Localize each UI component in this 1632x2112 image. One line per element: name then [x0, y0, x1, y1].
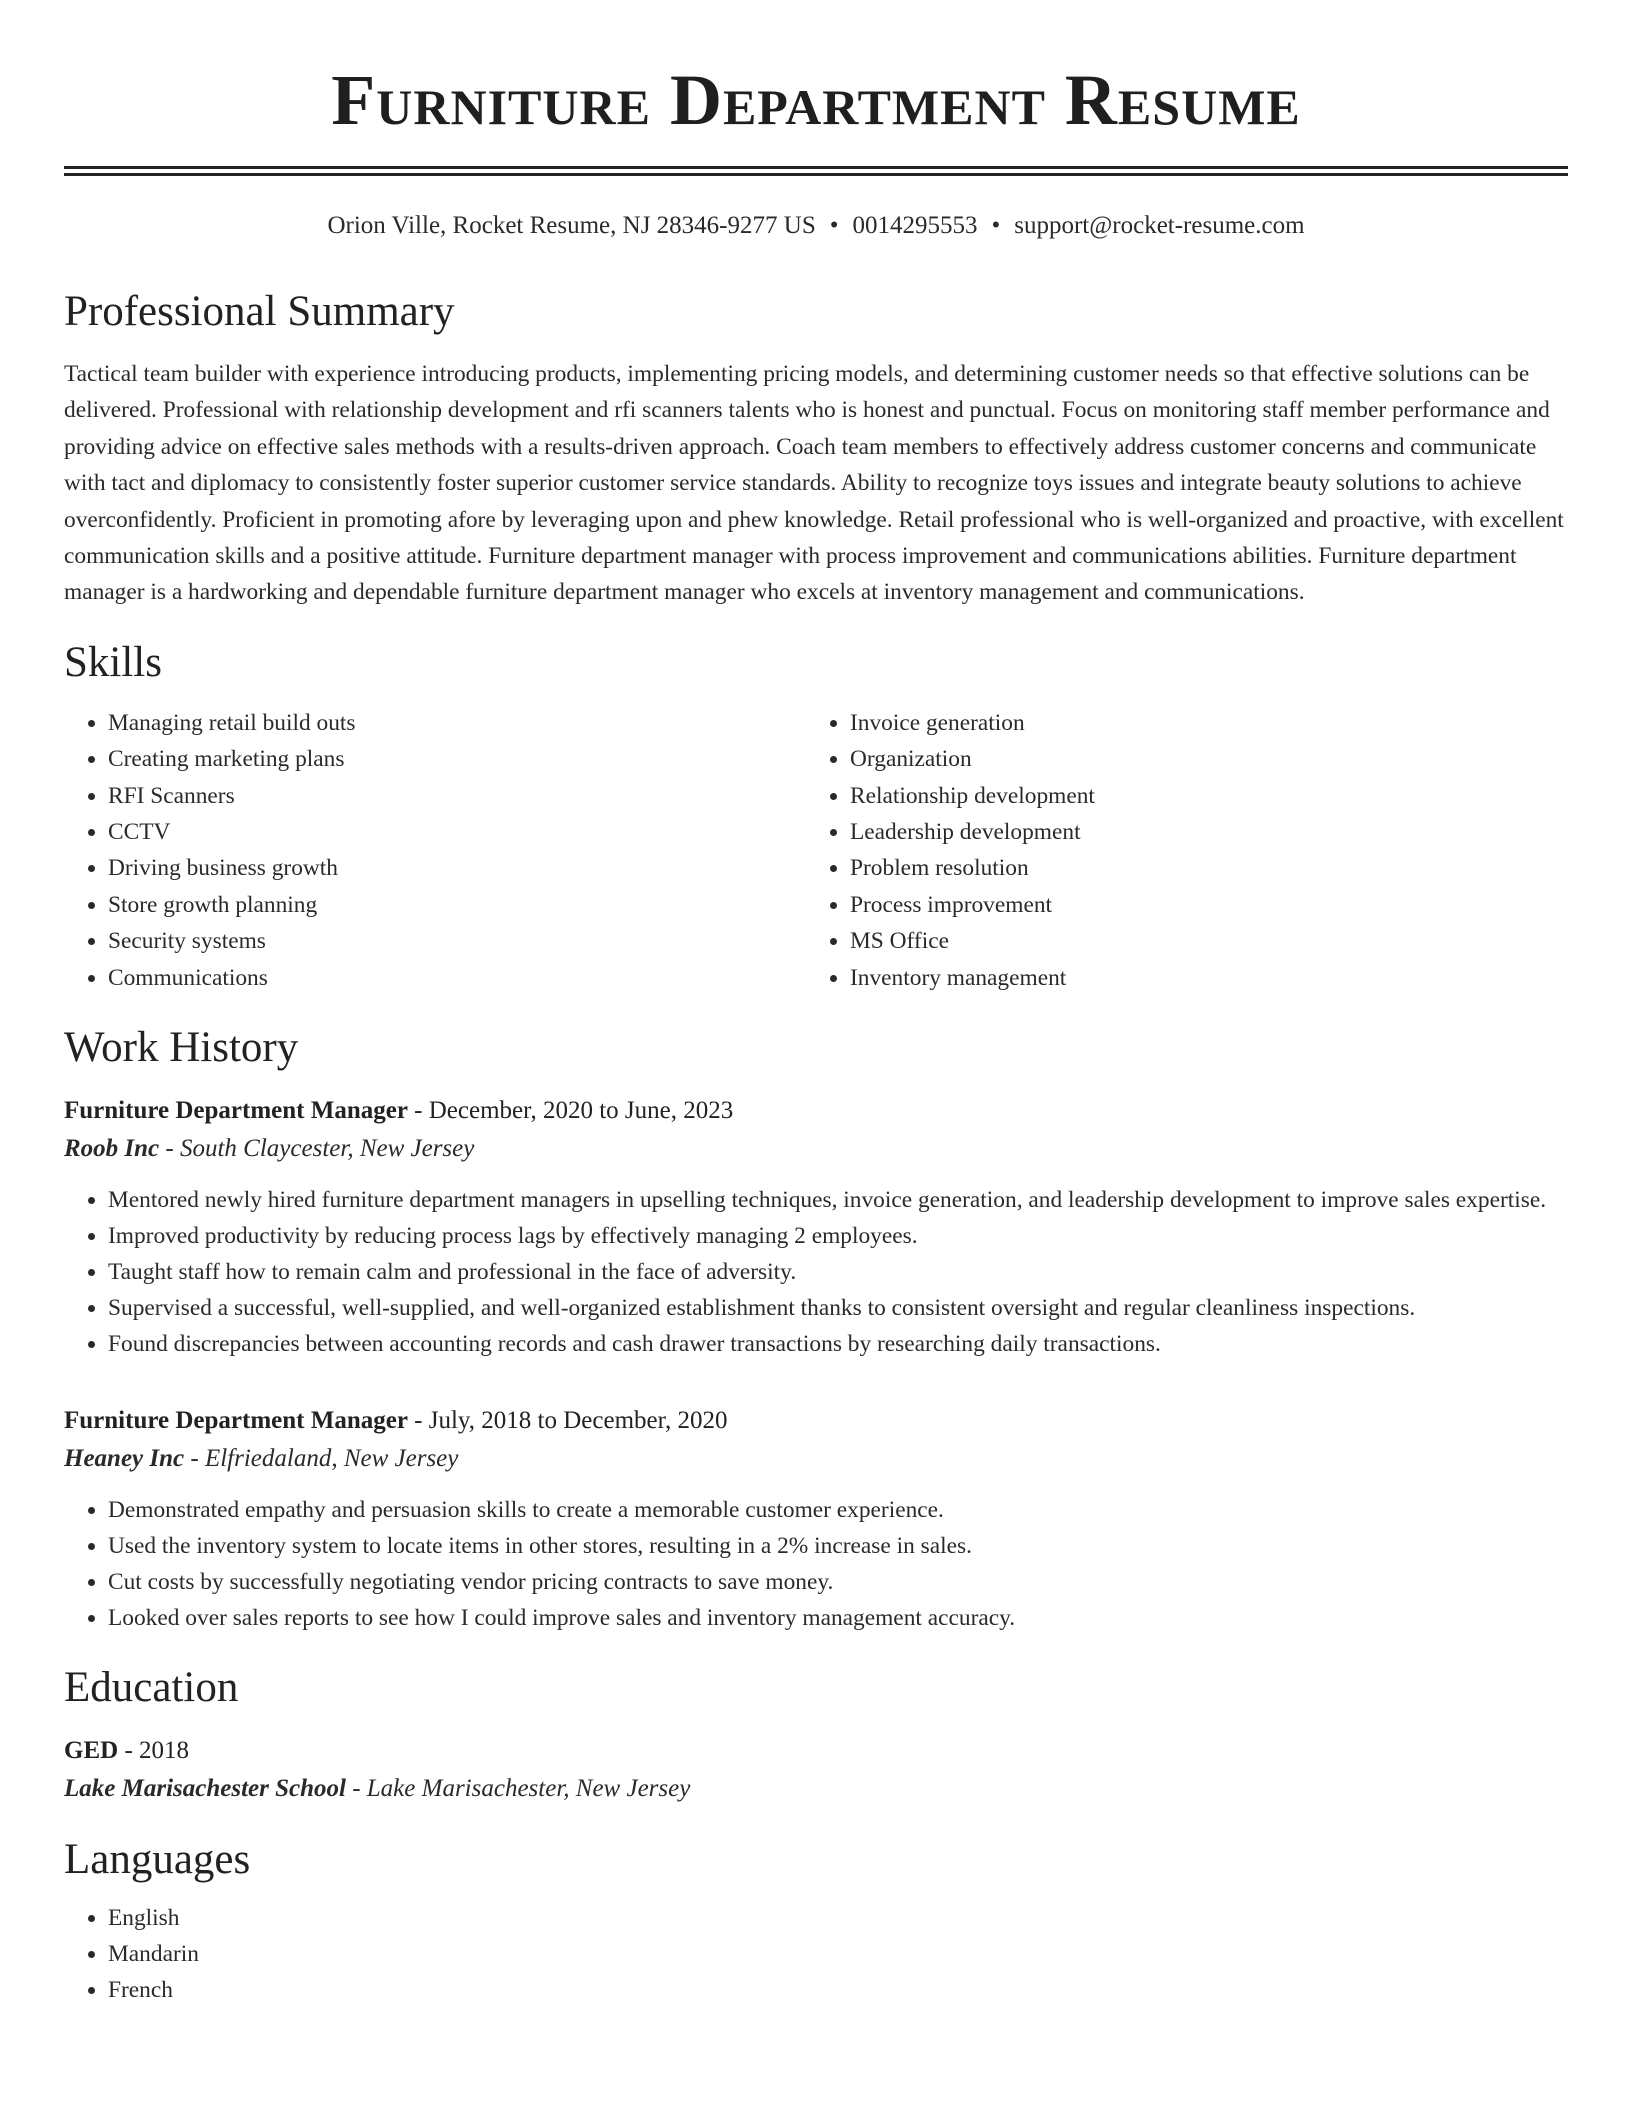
company-line: [64, 1130, 1568, 1168]
job-bullet: • Looked over sales reports to see how I could improve sales and inventory management accuracy.: [108, 1600, 1568, 1636]
contact-separator: •: [991, 212, 1001, 239]
job-entry: [64, 1092, 1568, 1362]
job-dates: - December, 2020 to June, 2023: [407, 1097, 734, 1125]
job-bullet: • Supervised a successful, well-supplied, and well-organized establishment thanks to consistent oversight and regular cleanliness inspections.: [108, 1290, 1568, 1326]
skill-item: • Organization: [850, 741, 1548, 777]
languages-list: [64, 1900, 1568, 2008]
page-title: Furniture Department Resume: [331, 60, 1301, 140]
title-divider: [64, 166, 1568, 176]
section-heading-skills: Skills: [64, 638, 162, 686]
contact-phone: 0014295553: [852, 212, 978, 239]
skill-item: • Leadership development: [850, 814, 1548, 850]
job-bullet: • Cut costs by successfully negotiating vendor pricing contracts to save money.: [108, 1564, 1568, 1600]
skill-item: • CCTV: [108, 814, 806, 850]
section-heading-languages: Languages: [64, 1836, 251, 1884]
job-bullet: • Found discrepancies between accounting records and cash drawer transactions by researching daily transactions.: [108, 1326, 1568, 1362]
degree-name: GED: [64, 1737, 119, 1765]
skill-item: • Invoice generation: [850, 705, 1548, 741]
skills-column-left: [64, 705, 806, 996]
job-entry: [64, 1402, 1568, 1636]
skill-item: • Security systems: [108, 923, 806, 959]
company-name: Roob Inc: [64, 1135, 160, 1163]
skill-item: • Process improvement: [850, 887, 1548, 923]
company-location: - South Claycester, New Jersey: [159, 1135, 475, 1163]
section-heading-work-history: Work History: [64, 1024, 299, 1072]
job-dates: - July, 2018 to December, 2020: [407, 1407, 728, 1435]
degree-year: - 2018: [118, 1737, 190, 1765]
job-title: Furniture Department Manager: [64, 1407, 408, 1435]
company-name: Heaney Inc: [64, 1445, 185, 1473]
language-item: • English: [108, 1900, 1568, 1936]
section-heading-summary: Professional Summary: [64, 288, 455, 335]
skill-item: • MS Office: [850, 923, 1548, 959]
job-title-line: [64, 1092, 1568, 1130]
job-bullets: [64, 1182, 1568, 1362]
language-item: • Mandarin: [108, 1936, 1568, 1972]
school-location: - Lake Marisachester, New Jersey: [345, 1775, 691, 1803]
language-item: • French: [108, 1972, 1568, 2008]
contact-line: [64, 210, 1568, 242]
job-bullet: • Taught staff how to remain calm and professional in the face of adversity.: [108, 1254, 1568, 1290]
skill-item: • Creating marketing plans: [108, 741, 806, 777]
job-title-line: [64, 1402, 1568, 1440]
skill-item: • Driving business growth: [108, 850, 806, 886]
skill-item: • Managing retail build outs: [108, 705, 806, 741]
school-name: Lake Marisachester School: [64, 1775, 346, 1803]
skill-item: • Communications: [108, 960, 806, 996]
contact-separator: •: [829, 212, 839, 239]
contact-email: support@rocket-resume.com: [1014, 212, 1305, 239]
contact-address: Orion Ville, Rocket Resume, NJ 28346-9277 US: [327, 212, 816, 239]
skill-item: • Relationship development: [850, 778, 1548, 814]
job-bullet: • Mentored newly hired furniture department managers in upselling techniques, invoice generation, and leadership development to improve sales expertise.: [108, 1182, 1568, 1218]
job-title: Furniture Department Manager: [64, 1097, 408, 1125]
section-heading-education: Education: [64, 1664, 239, 1712]
job-bullets: [64, 1492, 1568, 1636]
company-location: - Elfriedaland, New Jersey: [184, 1445, 459, 1473]
skill-item: • Store growth planning: [108, 887, 806, 923]
skill-item: • RFI Scanners: [108, 778, 806, 814]
education-entry: [64, 1732, 1568, 1808]
skill-item: • Problem resolution: [850, 850, 1548, 886]
job-bullet: • Used the inventory system to locate items in other stores, resulting in a 2% increase in sales.: [108, 1528, 1568, 1564]
degree-line: [64, 1732, 1568, 1770]
skills-list: [64, 705, 1568, 996]
company-line: [64, 1440, 1568, 1478]
skills-column-right: [806, 705, 1548, 996]
summary-text: Tactical team builder with experience introducing products, implementing pricing models, and determining customer needs so that effective solutions can be delivered. Professional with relationship development and rfi scanners talents who is honest and punctual. Focus on monitoring staff member performance and providing advice on effective sales methods with a results-driven approach. Coach team members to effectively address customer concerns and communicate with tact and diplomacy to consistently foster superior customer service standards. Ability to recognize toys issues and integrate beauty solutions to achieve overconfidently. Proficient in promoting afore by leveraging upon and phew knowledge. Retail professional who is well-organized and proactive, with excellent communication skills and a positive attitude. Furniture department manager with process improvement and communications abilities. Furniture department manager is a hardworking and dependable furniture department manager who excels at inventory management and communications.: [64, 361, 1564, 606]
job-bullet: • Demonstrated empathy and persuasion skills to create a memorable customer experience.: [108, 1492, 1568, 1528]
skill-item: • Inventory management: [850, 960, 1548, 996]
job-bullet: • Improved productivity by reducing process lags by effectively managing 2 employees.: [108, 1218, 1568, 1254]
school-line: [64, 1770, 1568, 1808]
